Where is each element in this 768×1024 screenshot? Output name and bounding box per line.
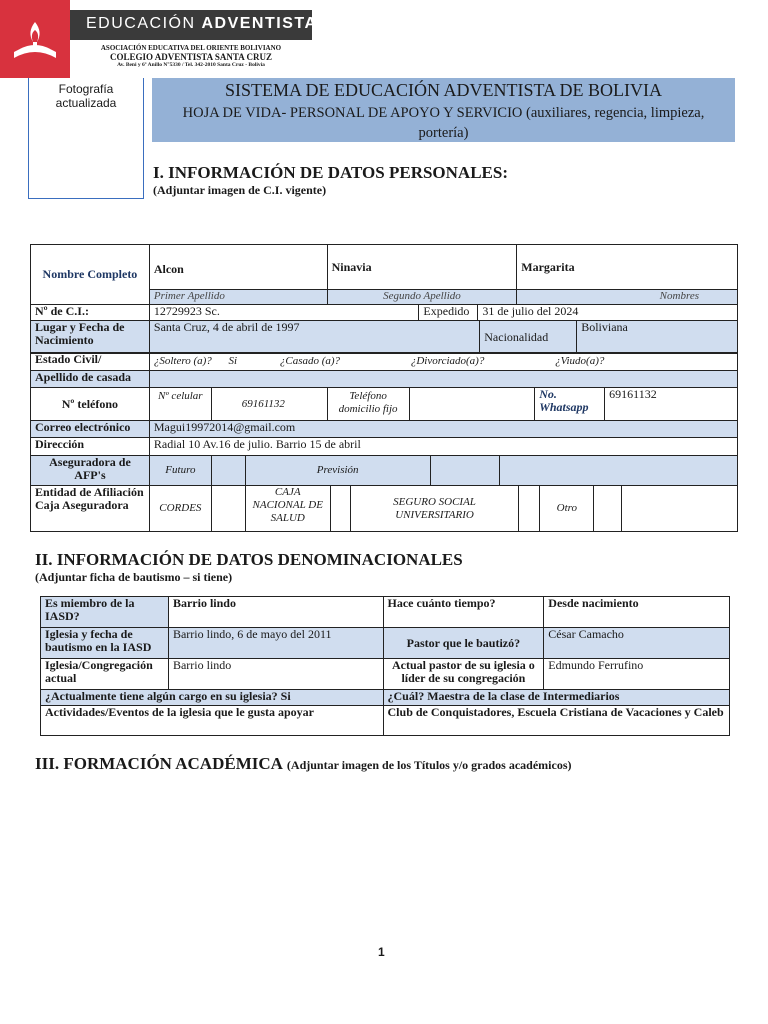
birth-row-table	[30, 320, 738, 354]
second-surname-caption: Segundo Apellido	[327, 290, 517, 305]
section1-heading: I. INFORMACIÓN DE DATOS PERSONALES:	[153, 163, 508, 182]
photo-placeholder	[28, 78, 144, 199]
names-value: Margarita	[517, 245, 738, 290]
ci-value: 12729923 Sc.	[149, 305, 419, 322]
member-label: Es miembro de la IASD?	[41, 597, 169, 628]
health-label: Entidad de Afiliación Caja Aseguradora	[31, 486, 150, 532]
activities-value: Club de Conquistadores, Escuela Cristiana de Vacaciones y Caleb	[383, 706, 729, 736]
document-title: SISTEMA DE EDUCACIÓN ADVENTISTA DE BOLIVIA	[224, 80, 663, 100]
health-other-value	[622, 486, 738, 532]
section2-heading: II. INFORMACIÓN DE DATOS DENOMINACIONALES	[35, 550, 463, 569]
school-address: Av. Beni y 6º Anillo N°5330 / Tel. 342-2010 Santa Cruz - Bolivia	[117, 62, 265, 68]
civil-status-label: Estado Civil/	[31, 353, 150, 371]
civil-single-answer: Si	[228, 355, 238, 367]
torch-book-icon	[0, 0, 70, 78]
civil-widowed: ¿Viudo(a)?	[555, 355, 605, 367]
issued-label: Expedido	[419, 305, 478, 322]
photo-label: Fotografía actualizada	[55, 82, 117, 110]
health-ssu-check	[519, 486, 540, 532]
brand-title: EDUCACIÓN ADVENTISTA	[86, 15, 318, 32]
association-name: ASOCIACIÓN EDUCATIVA DEL ORIENTE BOLIVIANO	[100, 44, 282, 52]
first-surname-caption: Primer Apellido	[149, 290, 327, 305]
nationality-label: Nacionalidad	[480, 321, 577, 354]
school-logo	[0, 0, 70, 78]
civil-status-table	[30, 352, 738, 371]
health-cns-check	[330, 486, 350, 532]
home-phone-value	[409, 388, 535, 421]
section3-heading-line	[35, 754, 572, 774]
address-value: Radial 10 Av.16 de julio. Barrio 15 de abril	[149, 438, 737, 456]
health-cordes-check	[211, 486, 245, 532]
cell-value: 69161132	[211, 388, 327, 421]
current-pastor-value: Edmundo Ferrufino	[544, 659, 730, 690]
baptism-label: Iglesia y fecha de bautismo en la IASD	[41, 628, 169, 659]
pastor-value: César Camacho	[544, 628, 730, 659]
nationality-value: Boliviana	[577, 321, 738, 354]
home-phone-label: Teléfono domicilio fijo	[327, 388, 409, 421]
afp-extra	[500, 456, 738, 486]
afp-futuro-check	[211, 456, 245, 486]
current-pastor-label: Actual pastor de su iglesia o líder de su congregación	[383, 659, 544, 690]
address-table	[30, 437, 738, 456]
phone-table	[30, 387, 738, 421]
phone-label: Nº teléfono	[31, 388, 150, 421]
address-label: Dirección	[31, 438, 150, 456]
member-value: Barrio lindo	[168, 597, 383, 628]
civil-divorced: ¿Divorciado(a)?	[410, 355, 485, 367]
health-other: Otro	[540, 486, 594, 532]
pastor-label: Pastor que le bautizó?	[383, 628, 544, 659]
afp-label: Aseguradora de AFP's	[31, 456, 150, 486]
section3-note: (Adjuntar imagen de los Títulos y/o grados académicos)	[286, 758, 572, 772]
how-long-value: Desde nacimiento	[544, 597, 730, 628]
civil-married: ¿Casado (a)?	[279, 355, 341, 367]
health-cordes: CORDES	[149, 486, 211, 532]
married-surname-value	[149, 371, 737, 388]
email-label: Correo electrónico	[31, 421, 150, 438]
civil-single: ¿Soltero (a)?	[153, 355, 212, 367]
married-surname-label: Apellido de casada	[31, 371, 150, 388]
activities-label: Actividades/Eventos de la iglesia que le gusta apoyar	[41, 706, 384, 736]
how-long-label: Hace cuánto tiempo?	[383, 597, 544, 628]
section2-note: (Adjuntar ficha de bautismo – si tiene)	[35, 570, 233, 584]
birth-value: Santa Cruz, 4 de abril de 1997	[149, 321, 479, 354]
afp-futuro: Futuro	[149, 456, 211, 486]
afp-table	[30, 455, 738, 486]
full-name-label: Nombre Completo	[31, 245, 150, 305]
names-caption: Nombres	[517, 290, 738, 305]
page-number: 1	[378, 945, 385, 959]
issued-value: 31 de julio del 2024	[478, 305, 738, 322]
email-table	[30, 420, 738, 438]
health-cns: CAJA NACIONAL DE SALUD	[245, 486, 330, 532]
afp-prevision-check	[430, 456, 500, 486]
email-value: Magui19972014@gmail.com	[149, 421, 737, 438]
cell-label: Nº celular	[149, 388, 211, 421]
health-ssu: SEGURO SOCIAL UNIVERSITARIO	[350, 486, 519, 532]
which-position: ¿Cuál? Maestra de la clase de Intermediarios	[383, 690, 729, 706]
whatsapp-label: No. Whatsapp	[535, 388, 605, 421]
married-surname-table	[30, 370, 738, 388]
second-surname-value: Ninavia	[327, 245, 517, 290]
section1-note: (Adjuntar imagen de C.I. vigente)	[153, 183, 327, 197]
position-question: ¿Actualmente tiene algún cargo en su iglesia? Si	[41, 690, 384, 706]
health-other-check	[594, 486, 622, 532]
civil-status-options	[149, 353, 737, 371]
institution-info	[70, 44, 312, 70]
personal-data-table	[30, 244, 738, 305]
whatsapp-value: 69161132	[605, 388, 738, 421]
health-insurance-table	[30, 485, 738, 532]
section3-heading: III. FORMACIÓN ACADÉMICA	[35, 754, 283, 773]
church-label: Iglesia/Congregación actual	[41, 659, 169, 690]
school-name: COLEGIO ADVENTISTA SANTA CRUZ	[110, 51, 272, 62]
denominational-table	[40, 596, 730, 736]
baptism-value: Barrio lindo, 6 de mayo del 2011	[168, 628, 383, 659]
first-surname-value: Alcon	[149, 245, 327, 290]
document-subtitle: HOJA DE VIDA- PERSONAL DE APOYO Y SERVICIO (auxiliares, regencia, limpieza, portería)	[182, 105, 705, 141]
birth-label: Lugar y Fecha de Nacimiento	[31, 321, 150, 354]
afp-prevision: Previsión	[245, 456, 430, 486]
church-value: Barrio lindo	[168, 659, 383, 690]
ci-label: Nº de C.I.:	[31, 305, 150, 322]
document-title-box	[152, 78, 735, 142]
